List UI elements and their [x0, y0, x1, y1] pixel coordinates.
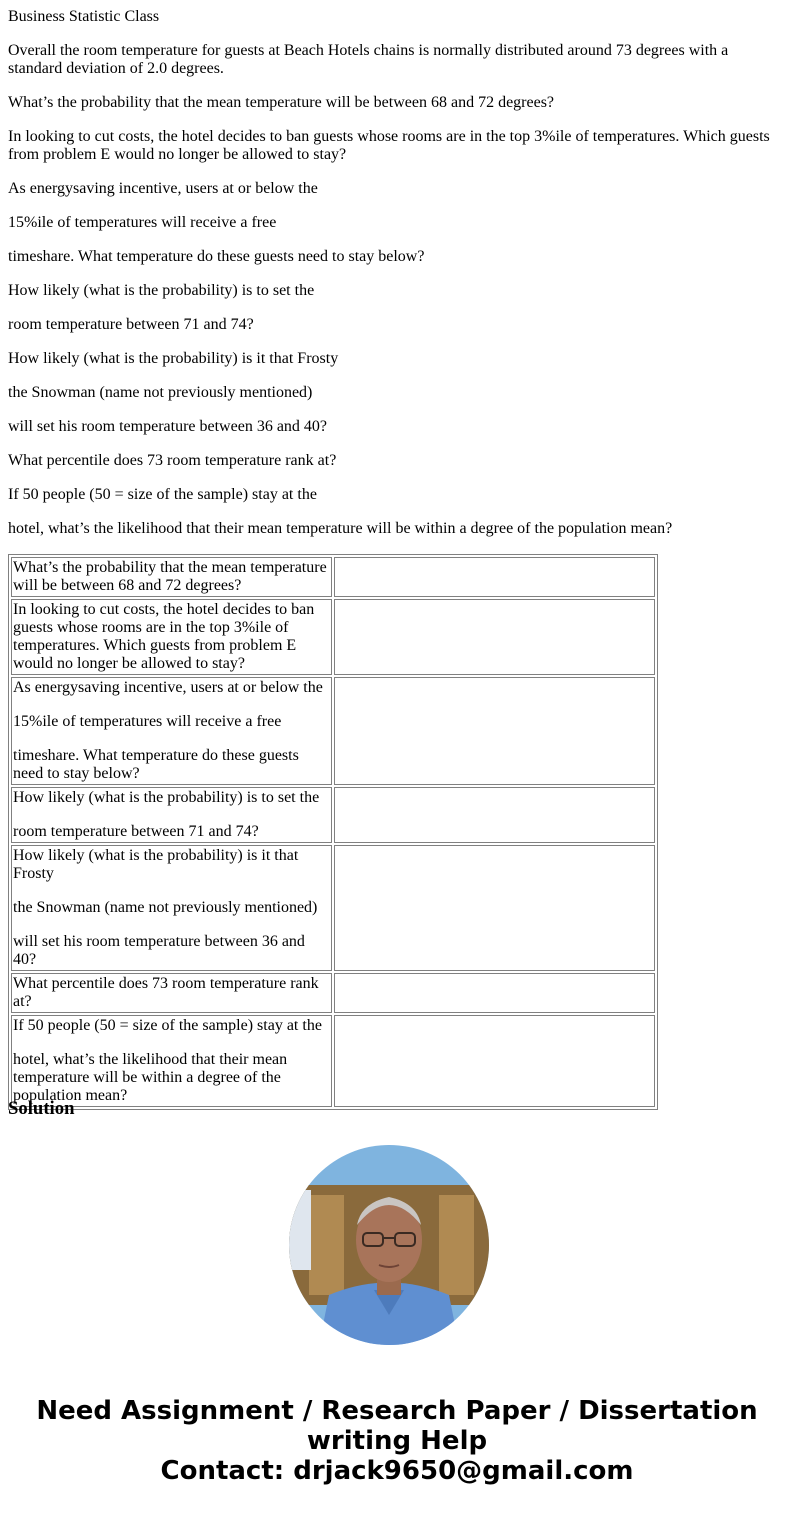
author-photo	[289, 1145, 489, 1345]
question-cell-text: How likely (what is the probability) is it that Frosty	[13, 847, 299, 882]
question-line: What percentile does 73 room temperature rank at?	[8, 452, 337, 469]
answer-cell	[334, 1015, 655, 1107]
promo-contact[interactable]: Contact: drjack9650@gmail.com	[160, 1456, 634, 1486]
answer-cell	[334, 677, 655, 785]
table-row	[11, 787, 655, 843]
question-line: How likely (what is the probability) is to set the	[8, 282, 315, 299]
question-cell-text: As energysaving incentive, users at or below the	[13, 679, 323, 696]
doc-title: Business Statistic Class	[8, 8, 160, 25]
answer-cell	[334, 845, 655, 971]
answer-cell	[334, 973, 655, 1013]
question-cell-text: What percentile does 73 room temperature rank at?	[13, 975, 319, 1010]
question-cell-text: hotel, what’s the likelihood that their mean temperature will be within a degree of the population mean?	[13, 1051, 288, 1104]
answer-cell	[334, 599, 655, 675]
question-cell	[11, 599, 332, 675]
table-row	[11, 1015, 655, 1107]
question-line: What’s the probability that the mean temperature will be between 68 and 72 degrees?	[8, 94, 555, 111]
table-row	[11, 677, 655, 785]
question-line: 15%ile of temperatures will receive a free	[8, 214, 277, 231]
question-line: room temperature between 71 and 74?	[8, 316, 254, 333]
question-line: hotel, what’s the likelihood that their mean temperature will be within a degree of the population mean?	[8, 520, 673, 537]
table-row	[11, 557, 655, 597]
question-cell	[11, 557, 332, 597]
question-lines	[8, 94, 786, 538]
question-cell-text: How likely (what is the probability) is to set the	[13, 789, 320, 806]
promo-banner	[0, 1396, 794, 1486]
table-row	[11, 973, 655, 1013]
promo-line-1: Need Assignment / Research Paper / Dissertation writing Help	[36, 1396, 758, 1456]
question-cell-text: What’s the probability that the mean temperature will be between 68 and 72 degrees?	[13, 559, 327, 594]
question-line: the Snowman (name not previously mentioned)	[8, 384, 313, 401]
question-cell	[11, 1015, 332, 1107]
table-row	[11, 845, 655, 971]
solution-heading: Solution	[8, 1098, 75, 1119]
question-table	[8, 554, 658, 1110]
question-cell-text: timeshare. What temperature do these guests need to stay below?	[13, 747, 299, 782]
question-line: As energysaving incentive, users at or below the	[8, 180, 318, 197]
question-line: will set his room temperature between 36 and 40?	[8, 418, 328, 435]
question-line: In looking to cut costs, the hotel decides to ban guests whose rooms are in the top 3%ile of temperatures. Which guests from problem E would no longer be allowed to stay?	[8, 128, 770, 163]
question-cell	[11, 787, 332, 843]
question-line: timeshare. What temperature do these guests need to stay below?	[8, 248, 425, 265]
doc-intro: Overall the room temperature for guests at Beach Hotels chains is normally distributed around 73 degrees with a standard deviation of 2.0 degrees.	[8, 42, 729, 77]
question-cell	[11, 845, 332, 971]
question-cell-text: the Snowman (name not previously mentioned)	[13, 899, 318, 916]
answer-cell	[334, 787, 655, 843]
question-line: If 50 people (50 = size of the sample) stay at the	[8, 486, 317, 503]
question-cell	[11, 677, 332, 785]
document-body	[8, 8, 786, 1119]
author-photo-image	[289, 1145, 489, 1345]
table-row	[11, 599, 655, 675]
answer-cell	[334, 557, 655, 597]
question-cell-text: room temperature between 71 and 74?	[13, 823, 259, 840]
question-cell-text: In looking to cut costs, the hotel decides to ban guests whose rooms are in the top 3%ile of temperatures. Which guests from problem E would no longer be allowed to stay?	[13, 601, 315, 672]
question-cell-text: 15%ile of temperatures will receive a free	[13, 713, 282, 730]
question-cell-text: will set his room temperature between 36 and 40?	[13, 933, 305, 968]
question-line: How likely (what is the probability) is it that Frosty	[8, 350, 339, 367]
question-cell	[11, 973, 332, 1013]
question-cell-text: If 50 people (50 = size of the sample) stay at the	[13, 1017, 322, 1034]
